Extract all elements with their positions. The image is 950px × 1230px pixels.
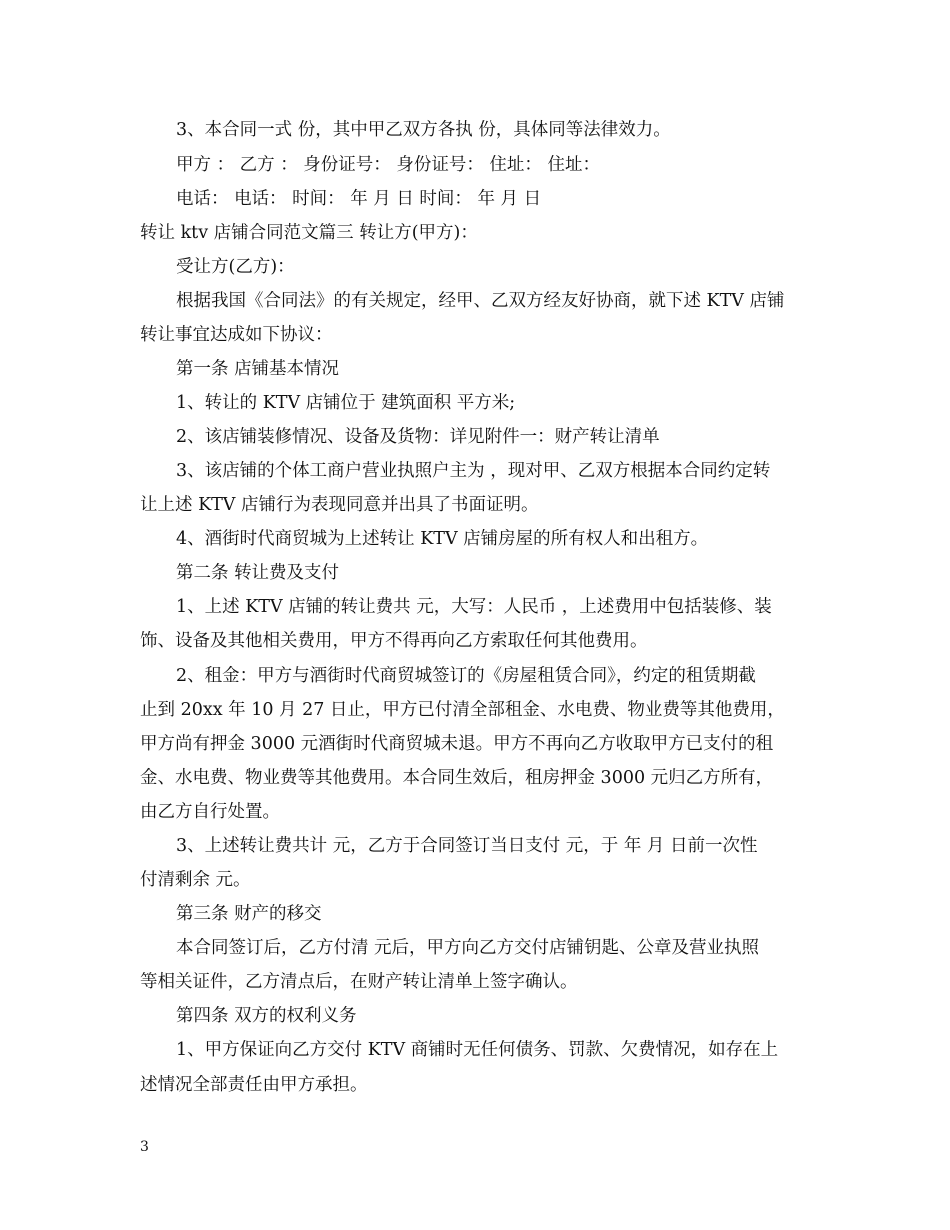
text-line: 4、酒街时代商贸城为上述转让 KTV 店铺房屋的所有权人和出租方。: [176, 529, 709, 549]
text-line: 由乙方自行处置。: [140, 802, 280, 822]
text-line: 1、转让的 KTV 店铺位于 建筑面积 平方米;: [176, 393, 516, 413]
text-line: 甲方尚有押金 3000 元酒街时代商贸城未退。甲方不再向乙方收取甲方已支付的租: [140, 734, 774, 754]
text-line: 述情况全部责任由甲方承担。: [140, 1075, 368, 1095]
article-heading: 第三条 财产的移交: [176, 904, 322, 924]
article-heading: 第二条 转让费及支付: [176, 563, 340, 583]
page-number: 3: [140, 1139, 149, 1155]
text-line: 受让方(乙方)：: [176, 257, 295, 277]
text-line: 甲方 ： 乙方 ： 身份证号： 身份证号： 住址： 住址：: [176, 155, 600, 175]
article-heading: 第四条 双方的权利义务: [176, 1006, 357, 1026]
text-line: 3、上述转让费共计 元，乙方于合同签订当日支付 元，于 年 月 日前一次性: [176, 836, 758, 856]
text-line: 1、甲方保证向乙方交付 KTV 商铺时无任何债务、罚款、欠费情况，如存在上: [176, 1040, 779, 1060]
text-line: 根据我国《合同法》的有关规定，经甲、乙双方经友好协商，就下述 KTV 店铺: [176, 291, 785, 311]
article-heading: 第一条 店铺基本情况: [176, 359, 340, 379]
text-line: 3、该店铺的个体工商户营业执照户主为 ，现对甲、乙双方根据本合同约定转: [176, 461, 771, 481]
text-line: 3、本合同一式 份，其中甲乙双方各执 份，具体同等法律效力。: [176, 120, 671, 140]
section-heading: 转让 ktv 店铺合同范文篇三 转让方(甲方)：: [140, 223, 478, 243]
text-line: 1、上述 KTV 店铺的转让费共 元，大写：人民币 ，上述费用中包括装修、装: [176, 597, 772, 617]
text-line: 止到 20xx 年 10 月 27 日止，甲方已付清全部租金、水电费、物业费等其他费用，: [140, 700, 785, 720]
text-line: 电话： 电话： 时间： 年 月 日 时间： 年 月 日: [176, 189, 542, 209]
text-line: 饰、设备及其他相关费用，甲方不得再向乙方索取任何其他费用。: [140, 631, 648, 651]
text-line: 转让事宜达成如下协议：: [140, 325, 333, 345]
text-line: 本合同签订后，乙方付清 元后，甲方向乙方交付店铺钥匙、公章及营业执照: [176, 938, 760, 958]
text-line: 2、该店铺装修情况、设备及货物：详见附件一：财产转让清单: [176, 427, 660, 447]
text-line: 让上述 KTV 店铺行为表现同意并出具了书面证明。: [140, 495, 539, 515]
text-line: 金、水电费、物业费等其他费用。本合同生效后，租房押金 3000 元归乙方所有，: [140, 768, 774, 788]
text-line: 2、租金：甲方与酒街时代商贸城签订的《房屋租赁合同》，约定的租赁期截: [176, 666, 756, 686]
text-line: 付清剩余 元。: [140, 870, 251, 890]
text-line: 等相关证件，乙方清点后，在财产转让清单上签字确认。: [140, 972, 578, 992]
